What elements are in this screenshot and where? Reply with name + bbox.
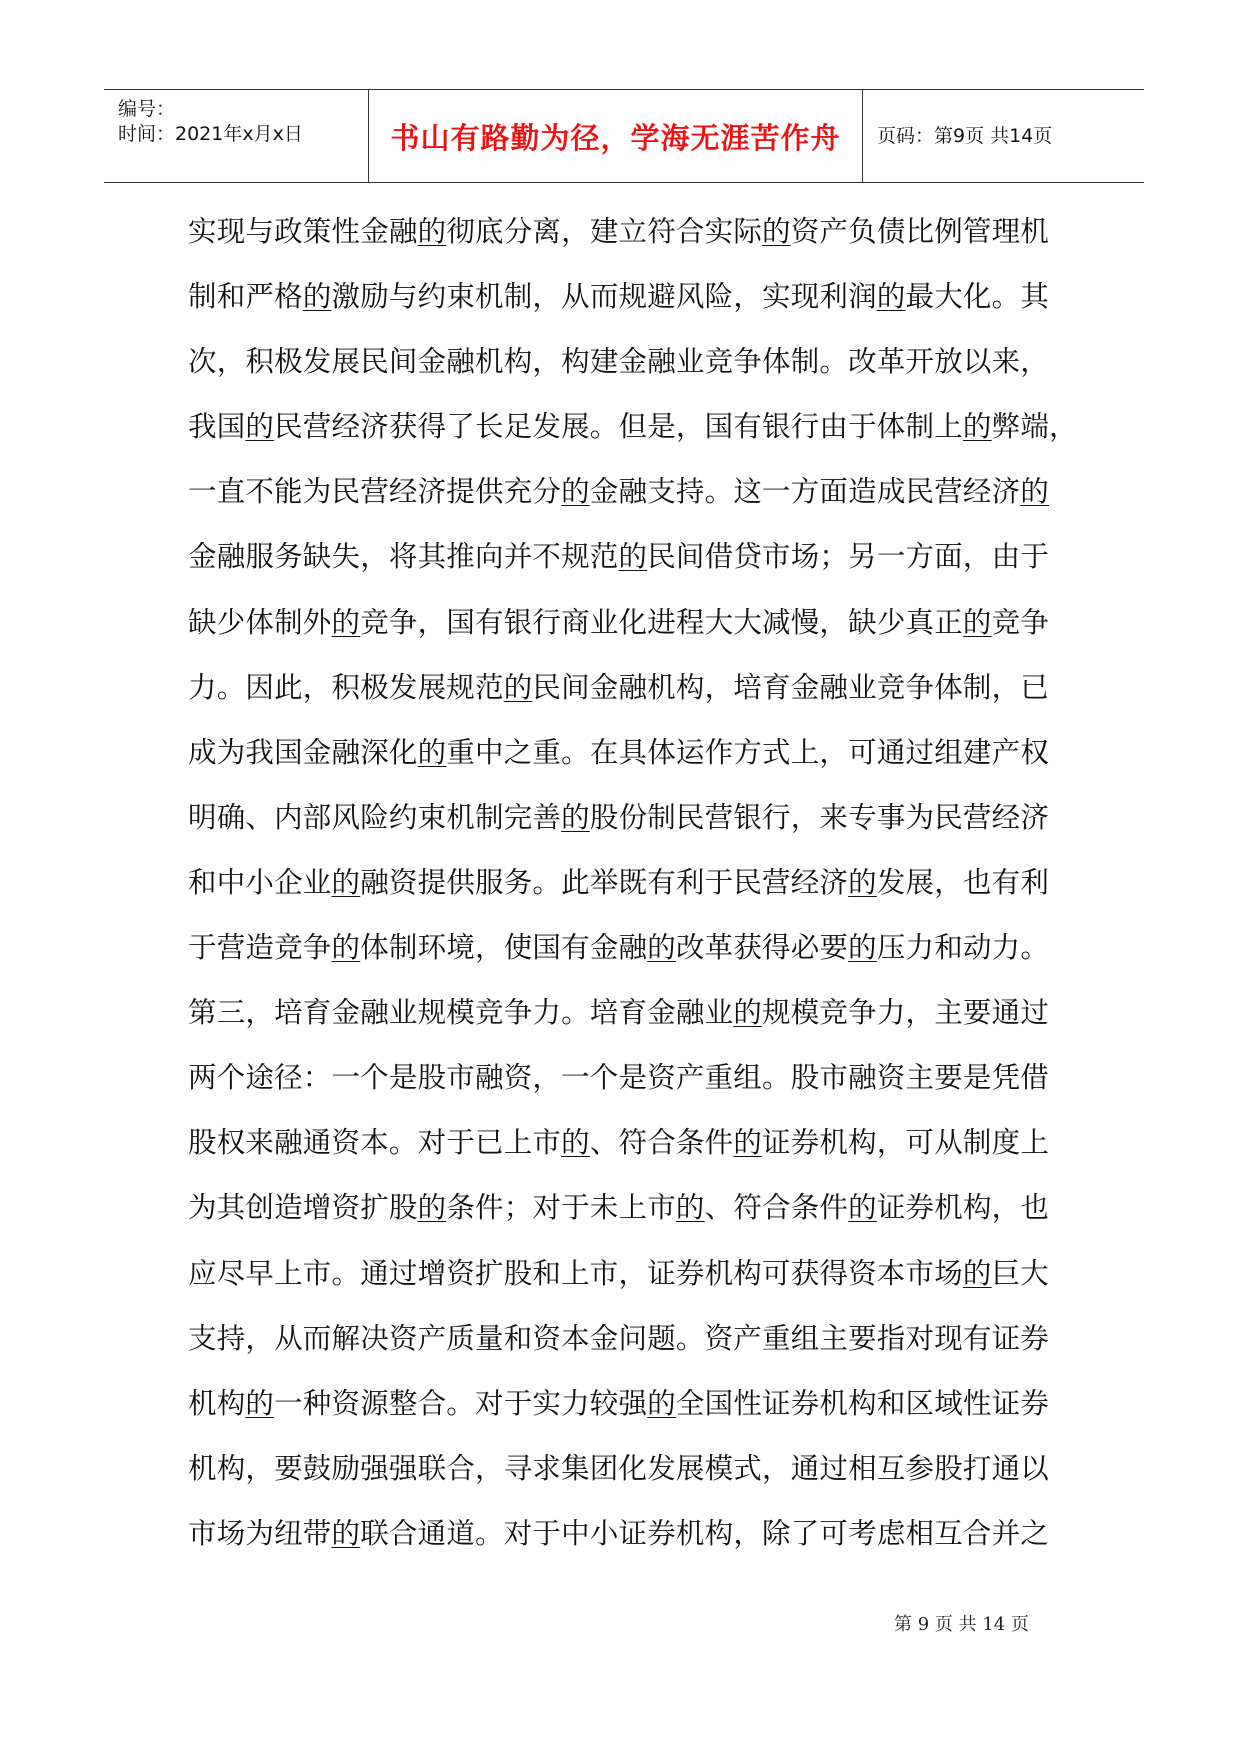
- body-paragraph: [188, 199, 1078, 1566]
- underlined-word: 的: [331, 605, 361, 639]
- page-footer: 第 9 页 共 14 页: [894, 1614, 1029, 1635]
- paragraph-line: 金融服务缺失，将其推向并不规范的民间借贷市场；另一方面，由于: [188, 540, 1050, 574]
- underlined-word: 的: [331, 1516, 361, 1550]
- paragraph-line: 于营造竞争的体制环境，使国有金融的改革获得必要的压力和动力。: [188, 931, 1050, 965]
- underlined-word: 的: [848, 1191, 877, 1225]
- underlined-word: 的: [733, 1126, 763, 1160]
- paragraph-line: 机构，要鼓励强强联合，寻求集团化发展模式，通过相互参股打通以: [188, 1451, 1050, 1485]
- underlined-word: 的: [503, 670, 533, 704]
- paragraph-line: 实现与政策性金融的彻底分离，建立符合实际的资产负债比例管理机: [188, 215, 1050, 248]
- underlined-word: 的: [245, 410, 275, 444]
- underlined-word: 的: [417, 1191, 447, 1225]
- paragraph-line: 市场为纽带的联合通道。对于中小证券机构，除了可考虑相互合并之: [188, 1516, 1050, 1550]
- header-motto-cell: [369, 90, 863, 182]
- paragraph-line: 支持，从而解决资产质量和资本金问题。资产重组主要指对现有证券: [188, 1321, 1050, 1355]
- paragraph-line: 应尽早上市。通过增资扩股和上市，证券机构可获得资本市场的巨大: [188, 1256, 1050, 1290]
- underlined-word: 的: [331, 931, 361, 965]
- paragraph-line: 两个途径：一个是股市融资，一个是资产重组。股市融资主要是凭借: [188, 1061, 1050, 1095]
- underlined-word: 的: [733, 996, 763, 1030]
- header-right-cell: [863, 90, 1144, 182]
- paragraph-line: 缺少体制外的竞争，国有银行商业化进程大大减慢，缺少真正的竞争: [188, 605, 1050, 639]
- paragraph-line: 力。因此，积极发展规范的民间金融机构，培育金融业竞争体制，已: [188, 670, 1050, 704]
- paragraph-line: 和中小企业的融资提供服务。此举既有利于民营经济的发展，也有利: [188, 865, 1050, 899]
- underlined-word: 的: [561, 1126, 590, 1160]
- underlined-word: 的: [561, 800, 590, 834]
- paragraph-line: 制和严格的激励与约束机制，从而规避风险，实现利润的最大化。其: [188, 280, 1050, 314]
- paragraph-line: 次，积极发展民间金融机构，构建金融业竞争体制。改革开放以来，: [188, 345, 1050, 379]
- underlined-word: 的: [675, 1191, 705, 1225]
- underlined-word: 的: [762, 215, 791, 248]
- document-time-label: 时间：2021年x月x日: [118, 123, 303, 145]
- underlined-word: 的: [417, 215, 447, 248]
- paragraph-line: 明确、内部风险约束机制完善的股份制民营银行，来专事为民营经济: [188, 800, 1050, 834]
- underlined-word: 的: [1020, 475, 1050, 509]
- underlined-word: 的: [417, 735, 447, 769]
- underlined-word: 的: [647, 1386, 676, 1420]
- header-page-info: 页码：第9页 共14页: [877, 125, 1053, 147]
- paragraph-line: 为其创造增资扩股的条件；对于未上市的、符合条件的证券机构，也: [188, 1191, 1050, 1225]
- underlined-word: 的: [848, 865, 877, 899]
- page-header: [104, 89, 1144, 183]
- underlined-word: 的: [561, 475, 590, 509]
- header-left-cell: [104, 90, 369, 182]
- underlined-word: 的: [962, 605, 992, 639]
- underlined-word: 的: [245, 1386, 275, 1420]
- underlined-word: 的: [302, 280, 332, 314]
- paragraph-line: 成为我国金融深化的重中之重。在具体运作方式上，可通过组建产权: [188, 735, 1050, 769]
- underlined-word: 的: [962, 1256, 992, 1290]
- header-motto: 书山有路勤为径，学海无涯苦作舟: [390, 120, 841, 155]
- underlined-word: 的: [848, 931, 877, 965]
- paragraph-line: 第三，培育金融业规模竞争力。培育金融业的规模竞争力，主要通过: [188, 996, 1050, 1030]
- document-number-label: 编号：: [118, 98, 176, 120]
- paragraph-line: 机构的一种资源整合。对于实力较强的全国性证券机构和区域性证券: [188, 1386, 1050, 1420]
- paragraph-line: 我国的民营经济获得了长足发展。但是，国有银行由于体制上的弊端，: [188, 410, 1078, 444]
- underlined-word: 的: [962, 410, 992, 444]
- underlined-word: 的: [618, 540, 648, 574]
- underlined-word: 的: [331, 865, 361, 899]
- paragraph-line: 股权来融通资本。对于已上市的、符合条件的证券机构，可从制度上: [188, 1126, 1050, 1160]
- underlined-word: 的: [876, 280, 906, 314]
- paragraph-line: 一直不能为民营经济提供充分的金融支持。这一方面造成民营经济的: [188, 475, 1050, 509]
- underlined-word: 的: [647, 931, 676, 965]
